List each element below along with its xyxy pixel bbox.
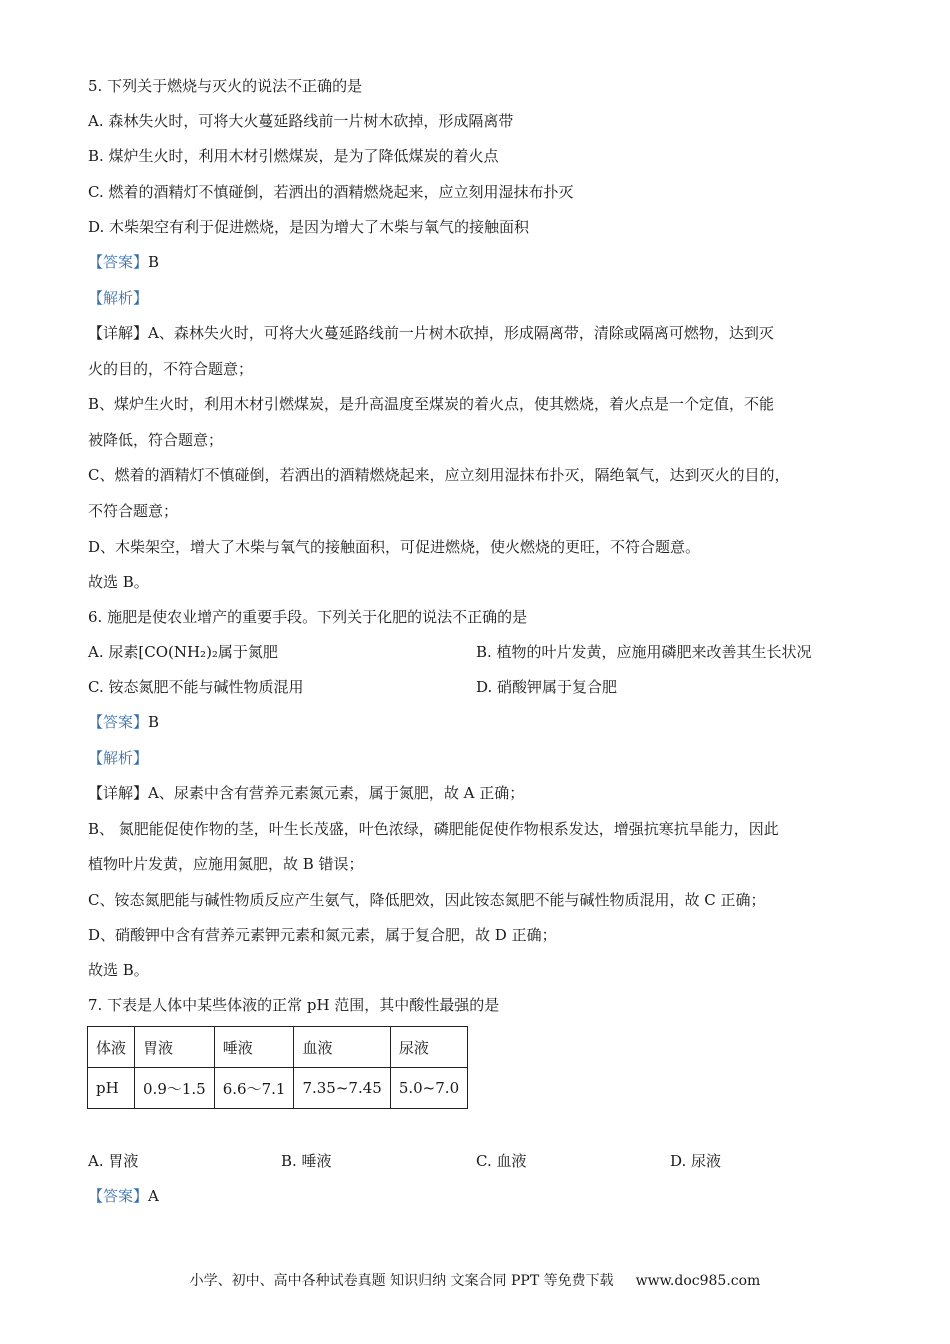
- table-row: [88, 1027, 468, 1068]
- q5-option-c: C. 燃着的酒精灯不慎碰倒，若洒出的酒精燃烧起来，应立刻用湿抹布扑灭: [88, 183, 574, 201]
- q5-option-a: A. 森林失火时，可将大火蔓延路线前一片树木砍掉，形成隔离带: [88, 112, 514, 130]
- table-cell: 0.9～1.5: [135, 1068, 215, 1109]
- table-cell: 尿液: [390, 1027, 467, 1068]
- q7-option-d: D. 尿液: [670, 1152, 722, 1170]
- table-cell: 胃液: [135, 1027, 215, 1068]
- q6-conclusion: 故选 B。: [88, 961, 149, 979]
- detail-text: A、森林失火时，可将大火蔓延路线前一片树木砍掉，形成隔离带，清除或隔离可燃物，达到灭: [148, 324, 774, 342]
- table-cell: 血液: [294, 1027, 390, 1068]
- table-cell: 6.6～7.1: [214, 1068, 294, 1109]
- q7-option-c: C. 血液: [476, 1152, 527, 1170]
- page-footer: [0, 1270, 950, 1290]
- detail-text: A、尿素中含有营养元素氮元素，属于氮肥，故 A 正确；: [148, 784, 525, 802]
- q5-detail-line: [88, 323, 774, 343]
- q5-detail-line: B、煤炉生火时，利用木材引燃煤炭，是升高温度至煤炭的着火点，使其燃烧，着火点是一个定值，不能: [88, 395, 775, 413]
- q7-answer: [88, 1186, 159, 1206]
- table-cell: 7.35~7.45: [294, 1068, 390, 1109]
- q6-option-a: A. 尿素[CO(NH₂)₂属于氮肥: [88, 643, 278, 661]
- q6-option-b: B. 植物的叶片发黄，应施用磷肥来改善其生长状况: [476, 643, 812, 661]
- q5-option-d: D. 木柴架空有利于促进燃烧，是因为增大了木柴与氧气的接触面积: [88, 218, 530, 236]
- answer-value: A: [148, 1187, 159, 1205]
- q6-option-d: D. 硝酸钾属于复合肥: [476, 678, 618, 696]
- answer-value: B: [148, 253, 160, 271]
- answer-value: B: [148, 713, 160, 731]
- q6-detail-line: 植物叶片发黄，应施用氮肥，故 B 错误；: [88, 855, 364, 873]
- answer-tag: 【答案】: [88, 1187, 149, 1205]
- q5-option-b: B. 煤炉生火时，利用木材引燃煤炭，是为了降低煤炭的着火点: [88, 147, 499, 165]
- q5-conclusion: 故选 B。: [88, 573, 149, 591]
- footer-link[interactable]: www.doc985.com: [635, 1273, 761, 1289]
- q5-answer: [88, 252, 159, 272]
- q5-analysis-tag: 【解析】: [88, 289, 149, 307]
- detail-tag: 【详解】: [88, 324, 149, 342]
- answer-tag: 【答案】: [88, 713, 149, 731]
- q7-option-b: B. 唾液: [281, 1152, 332, 1170]
- answer-tag: 【答案】: [88, 253, 149, 271]
- q5-detail-line: 被降低，符合题意；: [88, 431, 224, 449]
- table-cell: 唾液: [214, 1027, 294, 1068]
- table-cell: 体液: [88, 1027, 135, 1068]
- q6-answer: [88, 712, 159, 732]
- q5-detail-line: C、燃着的酒精灯不慎碰倒，若洒出的酒精燃烧起来，应立刻用湿抹布扑灭，隔绝氧气，达到灭火的目的，: [88, 466, 790, 484]
- q7-stem: 7. 下表是人体中某些体液的正常 pH 范围，其中酸性最强的是: [88, 996, 500, 1014]
- q5-stem: 5. 下列关于燃烧与灭火的说法不正确的是: [88, 77, 363, 95]
- table-cell: 5.0~7.0: [390, 1068, 467, 1109]
- q7-option-a: A. 胃液: [88, 1152, 139, 1170]
- table-cell: pH: [88, 1068, 135, 1109]
- q5-detail-line: D、木柴架空，增大了木柴与氧气的接触面积，可促进燃烧，使火燃烧的更旺，不符合题意。: [88, 538, 701, 556]
- q6-option-c: C. 铵态氮肥不能与碱性物质混用: [88, 678, 304, 696]
- q6-stem: 6. 施肥是使农业增产的重要手段。下列关于化肥的说法不正确的是: [88, 608, 528, 626]
- detail-tag: 【详解】: [88, 784, 149, 802]
- q6-detail-line: B、 氮肥能促使作物的茎，叶生长茂盛，叶色浓绿，磷肥能促使作物根系发达，增强抗寒抗旱能力，因此: [88, 820, 779, 838]
- q6-detail-line: C、铵态氮肥能与碱性物质反应产生氨气，降低肥效，因此铵态氮肥不能与碱性物质混用，故 C 正确；: [88, 891, 766, 909]
- q5-detail-line: 不符合题意；: [88, 502, 179, 520]
- footer-text: 小学、初中、高中各种试卷真题 知识归纳 文案合同 PPT 等免费下载: [189, 1273, 614, 1289]
- table-row: [88, 1068, 468, 1109]
- q6-detail-line: D、硝酸钾中含有营养元素钾元素和氮元素，属于复合肥，故 D 正确；: [88, 926, 557, 944]
- q6-detail-line: [88, 783, 524, 803]
- q6-analysis-tag: 【解析】: [88, 749, 149, 767]
- ph-table: [87, 1026, 468, 1109]
- q5-detail-line: 火的目的，不符合题意；: [88, 360, 254, 378]
